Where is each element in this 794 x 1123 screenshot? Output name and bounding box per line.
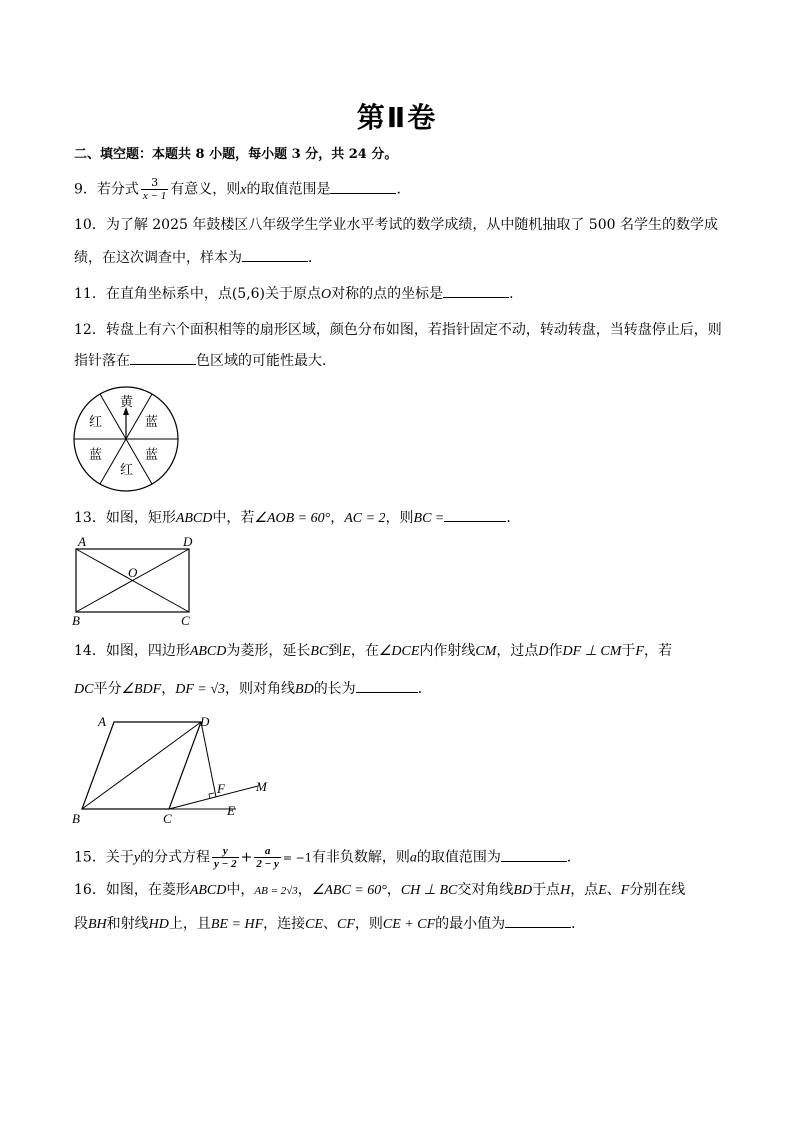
label-c: C — [163, 811, 172, 826]
q9-text: 9．若分式 — [74, 181, 139, 198]
q14-text: 14．如图，四边形 — [74, 643, 190, 659]
q16-f: F — [620, 883, 630, 898]
label-b: B — [72, 811, 80, 826]
q14-text: ，在 — [350, 643, 379, 659]
question-15 — [74, 845, 581, 870]
q14-angle-bdf: ∠BDF — [121, 682, 162, 697]
label-a: A — [98, 714, 106, 729]
q16-text: 和射线 — [106, 916, 149, 932]
page-title: 第Ⅱ卷 — [356, 101, 438, 134]
q13-text-then: ，则 — [385, 510, 414, 526]
q15-f2-num: a — [254, 845, 281, 858]
q16-abcd: ABCD — [189, 883, 227, 898]
segment-df — [201, 722, 216, 797]
q16-cf: CF — [337, 917, 355, 932]
q14-text: 作 — [548, 643, 563, 659]
label-d: D — [200, 714, 210, 729]
question-16-line1 — [74, 882, 685, 899]
q14-text: ， — [161, 681, 176, 697]
q16-angle-abc: ∠ABC = 60° — [311, 883, 387, 898]
label-e: E — [227, 803, 235, 818]
q10-text: 绩，在这次调查中，样本为 — [74, 250, 242, 266]
q13-text-mid: 中，若 — [212, 510, 255, 526]
label-f: F — [217, 781, 225, 796]
q14-abcd: ABCD — [189, 644, 227, 659]
diagonal-bd — [82, 722, 201, 809]
q15-eq: = −1 — [282, 851, 312, 865]
label-d: D — [183, 534, 193, 549]
q15-f1-num: y — [212, 845, 239, 858]
q11-point: (5,6) — [231, 286, 266, 302]
q13-angle: ∠AOB = 60° — [254, 511, 331, 526]
q16-ce: CE — [305, 917, 324, 932]
q16-bd: BD — [513, 883, 533, 898]
q15-fraction-1 — [212, 845, 239, 870]
q14-end: ． — [417, 681, 432, 697]
q16-h: H — [560, 883, 571, 898]
q14-text: 为菱形，延长 — [226, 643, 311, 659]
q9-text-mid: 有意义，则 — [170, 181, 241, 198]
q16-text: 上，且 — [168, 916, 211, 932]
q16-e: E — [598, 883, 607, 898]
question-13 — [74, 509, 520, 527]
q16-text: ，连接 — [263, 916, 306, 932]
q9-end: ． — [396, 181, 411, 198]
q11-text: 11．在直角坐标系中，点 — [74, 286, 232, 302]
q16-text: ，点 — [570, 882, 599, 898]
question-12-line1: 12．转盘上有六个面积相等的扇形区域，颜色分布如图，若指针固定不动，转动转盘，当转盘停止后，则 — [74, 322, 722, 338]
q16-text: 中， — [226, 882, 255, 898]
q15-f1-den: y − 2 — [214, 858, 237, 870]
question-14-line1 — [74, 643, 672, 660]
q14-df-perp-cm: DF ⊥ CM — [562, 644, 622, 659]
q12-answer-blank[interactable] — [130, 352, 196, 365]
q16-bh: BH — [88, 917, 107, 932]
q11-text-mid: 关于原点 — [265, 286, 322, 302]
q13-comma: ， — [330, 510, 345, 526]
rectangle-figure — [68, 532, 208, 630]
spinner-figure — [70, 385, 185, 495]
q16-text: ，则 — [354, 916, 383, 932]
q14-cm: CM — [475, 644, 497, 659]
ray-cm — [169, 786, 258, 809]
q16-end: ． — [571, 916, 586, 932]
question-10-line2 — [74, 249, 322, 266]
q16-hd: HD — [148, 917, 169, 932]
q15-end: ． — [566, 849, 581, 866]
q16-ab: AB = 2√3 — [254, 885, 298, 897]
sector-label-lower-right: 蓝 — [145, 447, 159, 462]
question-16-line2 — [74, 915, 585, 933]
q14-text: 内作射线 — [419, 643, 476, 659]
q15-fraction-2 — [254, 845, 281, 870]
q10-end: ． — [308, 250, 322, 266]
sector-label-top: 黄 — [120, 394, 134, 409]
question-12-line2 — [74, 352, 336, 369]
q15-a: a — [409, 850, 417, 866]
q16-text: 16．如图，在菱形 — [74, 882, 190, 898]
q16-text: 、 — [323, 916, 338, 932]
q14-text: 的长为 — [313, 681, 356, 697]
q14-text: ，过点 — [496, 643, 539, 659]
question-14-line2 — [74, 680, 432, 698]
sector-label-bottom: 红 — [120, 462, 134, 477]
q16-be-hf: BE = HF — [210, 917, 264, 932]
q12-text-post: 色区域的可能性最大． — [196, 353, 336, 369]
q16-text: 、 — [606, 882, 621, 898]
q14-f: F — [635, 644, 644, 659]
q12-text: 指针落在 — [74, 353, 130, 369]
q13-text: 13．如图，矩形 — [74, 510, 176, 526]
q15-text: 的取值范围为 — [416, 849, 501, 866]
q13-answer-blank[interactable] — [444, 509, 506, 522]
q14-text: 到 — [328, 643, 343, 659]
q16-text: ， — [297, 882, 312, 898]
label-o: O — [128, 565, 138, 580]
q16-answer-blank[interactable] — [505, 915, 571, 928]
q14-e: E — [342, 644, 351, 659]
q11-origin: O — [321, 287, 332, 302]
q14-df-value: DF = √3 — [175, 682, 226, 697]
q14-dc: DC — [74, 682, 94, 697]
section-header: 二、填空题：本题共 8 小题，每小题 3 分，共 24 分。 — [74, 147, 398, 162]
label-m: M — [256, 779, 267, 794]
q13-rect: ABCD — [175, 511, 213, 526]
q16-ch-perp-bc: CH ⊥ BC — [400, 883, 458, 898]
q16-text: 交对角线 — [457, 882, 514, 898]
q11-end: ． — [509, 286, 524, 302]
question-9 — [74, 177, 410, 202]
q16-text: 段 — [74, 916, 88, 932]
q16-ce-plus-cf: CE + CF — [382, 917, 436, 932]
q14-bd: BD — [295, 682, 314, 697]
q15-text: 15．关于 — [74, 849, 134, 866]
q14-d: D — [538, 644, 549, 659]
q9-answer-blank[interactable] — [330, 181, 396, 194]
q15-answer-blank[interactable] — [501, 849, 567, 862]
q14-text: 平分 — [93, 681, 122, 697]
sector-label-upper-right: 蓝 — [145, 414, 159, 429]
q16-text: ， — [386, 882, 401, 898]
label-c: C — [181, 613, 190, 628]
q16-text: 于点 — [532, 882, 561, 898]
q9-text-post: 的取值范围是 — [246, 181, 331, 198]
q15-plus: + — [240, 849, 253, 866]
q13-ac: AC = 2 — [344, 511, 386, 526]
label-b: B — [72, 613, 80, 628]
q14-text: ，若 — [643, 643, 672, 659]
q14-angle-dce: ∠DCE — [378, 644, 420, 659]
question-11 — [74, 285, 523, 303]
q14-text: 于 — [621, 643, 636, 659]
q11-text-post: 对称的点的坐标是 — [331, 286, 444, 302]
q11-answer-blank[interactable] — [443, 285, 509, 298]
q14-answer-blank[interactable] — [356, 680, 418, 693]
q13-bc: BC = — [413, 511, 445, 526]
q14-text: ，则对角线 — [225, 681, 296, 697]
q9-fraction-denominator: x − 1 — [142, 190, 167, 202]
q15-y: y — [133, 850, 141, 866]
q9-fraction-numerator: 3 — [141, 177, 168, 190]
q9-variable: x — [240, 182, 247, 198]
q13-end: ． — [506, 510, 521, 526]
rhombus-figure — [66, 710, 286, 830]
label-a: A — [78, 534, 86, 549]
q16-text: 的最小值为 — [435, 916, 506, 932]
q15-text: 有非负数解，则 — [311, 849, 410, 866]
q14-bc: BC — [310, 644, 329, 659]
q15-f2-den: 2 − y — [256, 858, 279, 870]
q15-text: 的分式方程 — [140, 849, 211, 866]
question-10-line1: 10．为了解 2025 年鼓楼区八年级学生学业水平考试的数学成绩，从中随机抽取了 500 名学生的数学成 — [74, 217, 718, 233]
q16-text: 分别在线 — [629, 882, 686, 898]
sector-label-lower-left: 蓝 — [89, 447, 103, 462]
q9-fraction — [141, 177, 168, 202]
q10-answer-blank[interactable] — [242, 249, 308, 262]
sector-label-upper-left: 红 — [89, 414, 103, 429]
